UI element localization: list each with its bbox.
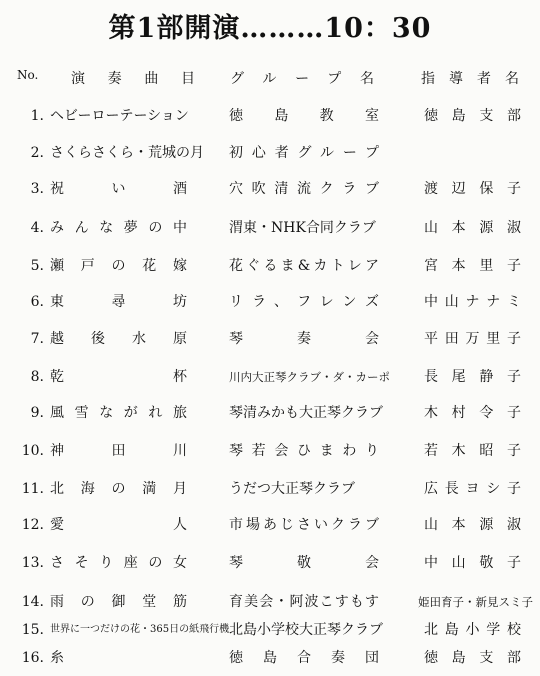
group-name: 穴吹清流クラブ <box>229 181 379 197</box>
group-name: 川内大正琴クラブ・ダ・カーポ <box>229 370 390 384</box>
song-title: 世界に一つだけの花・365日の紙飛行機 <box>50 624 230 635</box>
song-title: 愛人 <box>50 517 187 533</box>
row-number: 10. <box>21 443 44 459</box>
group-name: 初心者グループ <box>229 145 379 161</box>
row-number: 11. <box>21 481 44 497</box>
header-leader: 指導者名 <box>421 71 521 87</box>
leader-name: 木村令子 <box>424 405 521 421</box>
header-song: 演奏曲目 <box>71 71 197 87</box>
program-row <box>0 646 540 670</box>
page-title: 第1部開演………10：30 <box>108 13 432 44</box>
program-row <box>0 254 540 278</box>
leader-name: 北島小学校 <box>424 622 521 638</box>
song-title: さそり座の女 <box>50 555 187 571</box>
song-title: 糸 <box>50 650 64 666</box>
program-row <box>0 290 540 314</box>
song-title: 瀬戸の花嫁 <box>50 258 187 274</box>
row-number: 8. <box>30 369 44 385</box>
group-name: 琴清みかも大正琴クラブ <box>229 405 383 421</box>
program-row <box>0 177 540 201</box>
row-number: 2. <box>30 145 44 161</box>
row-number: 12. <box>21 517 44 533</box>
group-name: 市場あじさいクラブ <box>229 517 379 533</box>
leader-name: 徳島支部 <box>424 108 521 124</box>
group-name: リラ、フレンズ <box>229 294 379 310</box>
program-row <box>0 551 540 575</box>
song-title: 東尋坊 <box>50 294 187 310</box>
program-row <box>0 365 540 389</box>
row-number: 16. <box>21 650 44 666</box>
header-group: グループ名 <box>230 71 376 87</box>
program-row <box>0 590 540 614</box>
row-number: 1. <box>30 108 44 124</box>
group-name: 琴若会ひまわり <box>229 443 379 459</box>
song-title: 乾杯 <box>50 369 187 385</box>
song-title: 祝い酒 <box>50 181 187 197</box>
program-row <box>0 104 540 128</box>
group-name: うだつ大正琴クラブ <box>229 481 355 497</box>
group-name: 徳島教室 <box>229 108 379 124</box>
group-name: 花ぐるま&カトレア <box>229 258 379 274</box>
group-name: 育美会・阿波こすもす <box>229 594 379 610</box>
leader-name: 徳島支部 <box>424 650 521 666</box>
song-title: 北海の満月 <box>50 481 187 497</box>
row-number: 3. <box>30 181 44 197</box>
program-row <box>0 141 540 165</box>
leader-name: 山本源淑 <box>424 517 521 533</box>
program-row <box>0 477 540 501</box>
leader-name: 中山敬子 <box>424 555 521 571</box>
leader-name: 長尾静子 <box>424 369 521 385</box>
program-row <box>0 618 540 642</box>
row-number: 6. <box>30 294 44 310</box>
row-number: 13. <box>21 555 44 571</box>
song-title: ヘビーローテーション <box>50 108 189 124</box>
row-number: 15. <box>21 622 44 638</box>
group-name: 北島小学校大正琴クラブ <box>229 622 383 638</box>
leader-name: 山本源淑 <box>424 220 521 236</box>
leader-name: 宮本里子 <box>424 258 521 274</box>
group-name: 琴奏会 <box>229 331 379 347</box>
group-name: 徳島合奏団 <box>229 650 379 666</box>
program-row <box>0 513 540 537</box>
program-row <box>0 401 540 425</box>
leader-name: 若木昭子 <box>424 443 521 459</box>
program-row <box>0 327 540 351</box>
group-name: 琴敬会 <box>229 555 379 571</box>
group-name: 渭東・NHK合同クラブ <box>229 220 376 236</box>
leader-name: 広長ヨシ子 <box>424 481 521 497</box>
row-number: 9. <box>30 405 44 421</box>
row-number: 7. <box>30 331 44 347</box>
program-row <box>0 439 540 463</box>
song-title: さくらさくら・荒城の月 <box>50 145 204 161</box>
row-number: 5. <box>30 258 44 274</box>
leader-name: 中山ナナミ <box>424 294 521 310</box>
header-no: No. <box>17 68 39 82</box>
leader-name: 姫田育子・新見スミ子 <box>418 595 533 609</box>
song-title: 越後水原 <box>50 331 187 347</box>
row-number: 4. <box>30 220 44 236</box>
leader-name: 渡辺保子 <box>424 181 521 197</box>
song-title: みんな夢の中 <box>50 220 187 236</box>
song-title: 風雪ながれ旅 <box>50 405 187 421</box>
song-title: 神田川 <box>50 443 187 459</box>
leader-name: 平田万里子 <box>424 331 521 347</box>
program-row <box>0 216 540 240</box>
song-title: 雨の御堂筋 <box>50 594 187 610</box>
row-number: 14. <box>21 594 44 610</box>
